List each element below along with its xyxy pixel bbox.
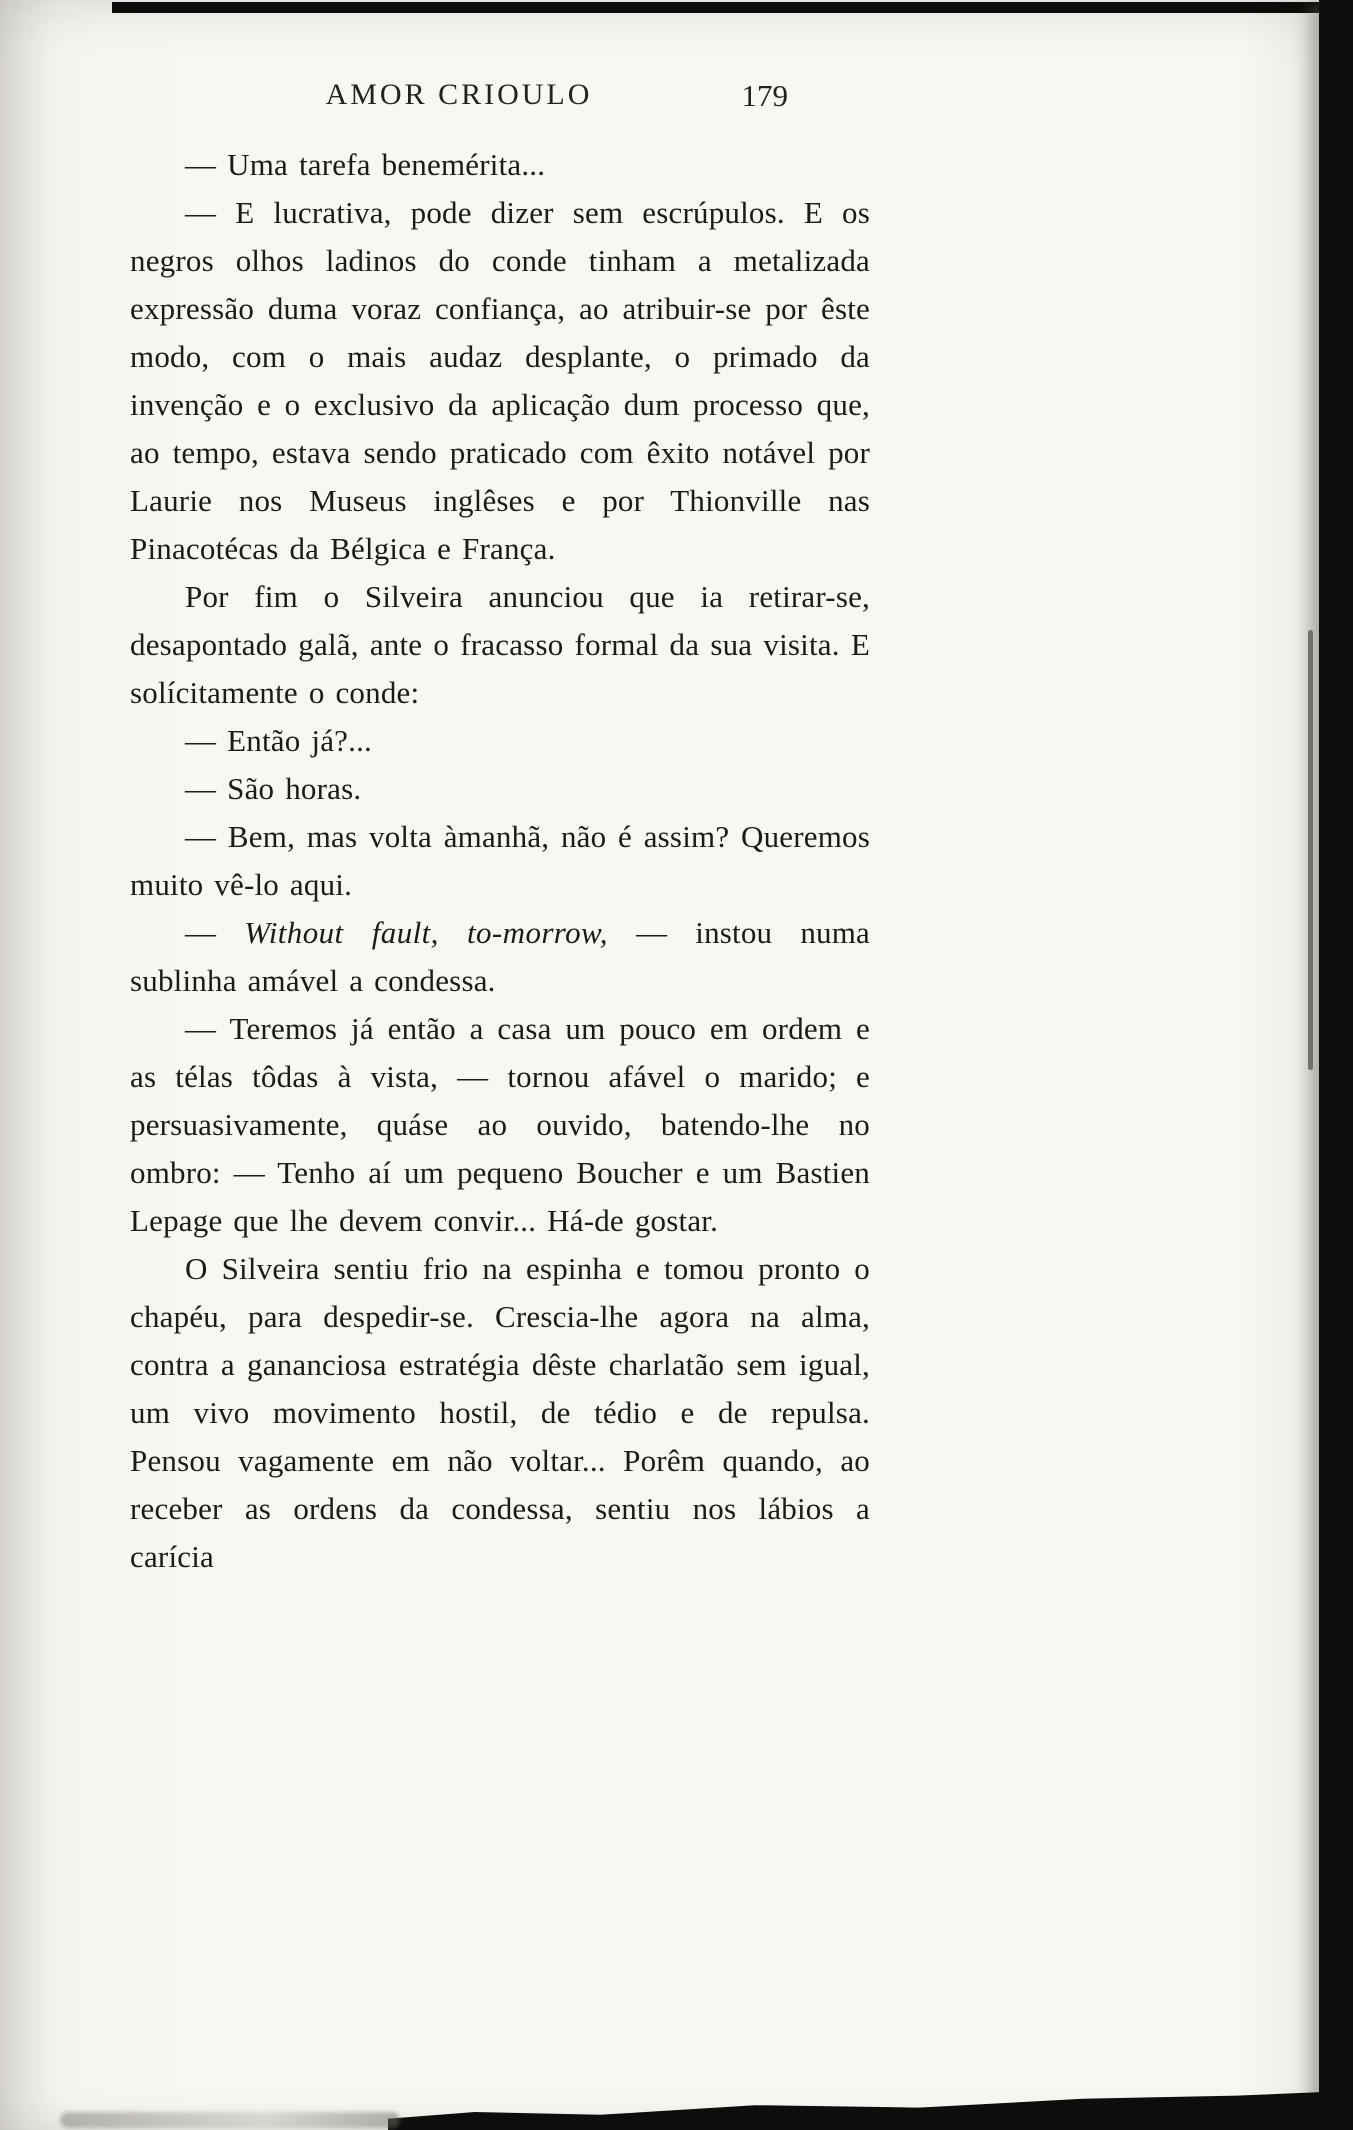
page-number: 179 [741, 78, 788, 113]
dialogue-rest: — instou numa sublinha amável a condessa. [130, 915, 870, 998]
paragraph-1: — Uma tarefa benemérita... [185, 147, 546, 182]
running-head [130, 78, 788, 118]
book-title: AMOR CRIOULO [325, 78, 593, 111]
italic-phrase: Without fault, to-morrow, [244, 915, 608, 950]
paragraph-8: — Teremos já então a casa um pouco em ordem e as télas tôdas à vista, — tornou afável o marido; e persuasivamente, quáse ao ouvido, batendo-lhe no ombro: — Tenho aí um pequeno Boucher e um Bastien Lepage que lhe devem convir... Há-de gostar. [130, 1011, 870, 1238]
scan-edge-bottom [388, 2090, 1353, 2130]
paragraph-7 [130, 909, 870, 1005]
scan-smudge [60, 2112, 400, 2128]
paragraph-2: — E lucrativa, pode dizer sem escrúpulos. E os negros olhos ladinos do conde tinham a metalizada expressão duma voraz confiança, ao atribuir-se por êste modo, com o mais audaz desplante, o primado da invenção e o exclusivo da aplicação dum processo que, ao tempo, estava sendo praticado com êxito notável por Laurie nos Museus inglêses e por Thionville nas Pinacotécas da Bélgica e França. [130, 195, 870, 566]
dialogue-dash: — [185, 915, 245, 950]
scan-edge-right [1319, 0, 1353, 2130]
scan-edge-top [112, 2, 1353, 13]
paragraph-4: — Então já?... [185, 723, 372, 758]
scan-fold-line [1308, 630, 1313, 1070]
paragraph-5: — São horas. [185, 771, 362, 806]
paragraph-3: Por fim o Silveira anunciou que ia retirar-se, desapontado galã, ante o fracasso formal da sua visita. E solícitamente o conde: [130, 579, 870, 710]
page-text [130, 141, 870, 1581]
paragraph-6: — Bem, mas volta àmanhã, não é assim? Queremos muito vê-lo aqui. [130, 819, 870, 902]
paragraph-9: O Silveira sentiu frio na espinha e tomou pronto o chapéu, para despedir-se. Crescia-lhe agora na alma, contra a gananciosa estratégia dêste charlatão sem igual, um vivo movimento hostil, de tédio e de repulsa. Pensou vagamente em não voltar... Porêm quando, ao receber as ordens da condessa, sentiu nos lábios a carícia [130, 1251, 870, 1574]
